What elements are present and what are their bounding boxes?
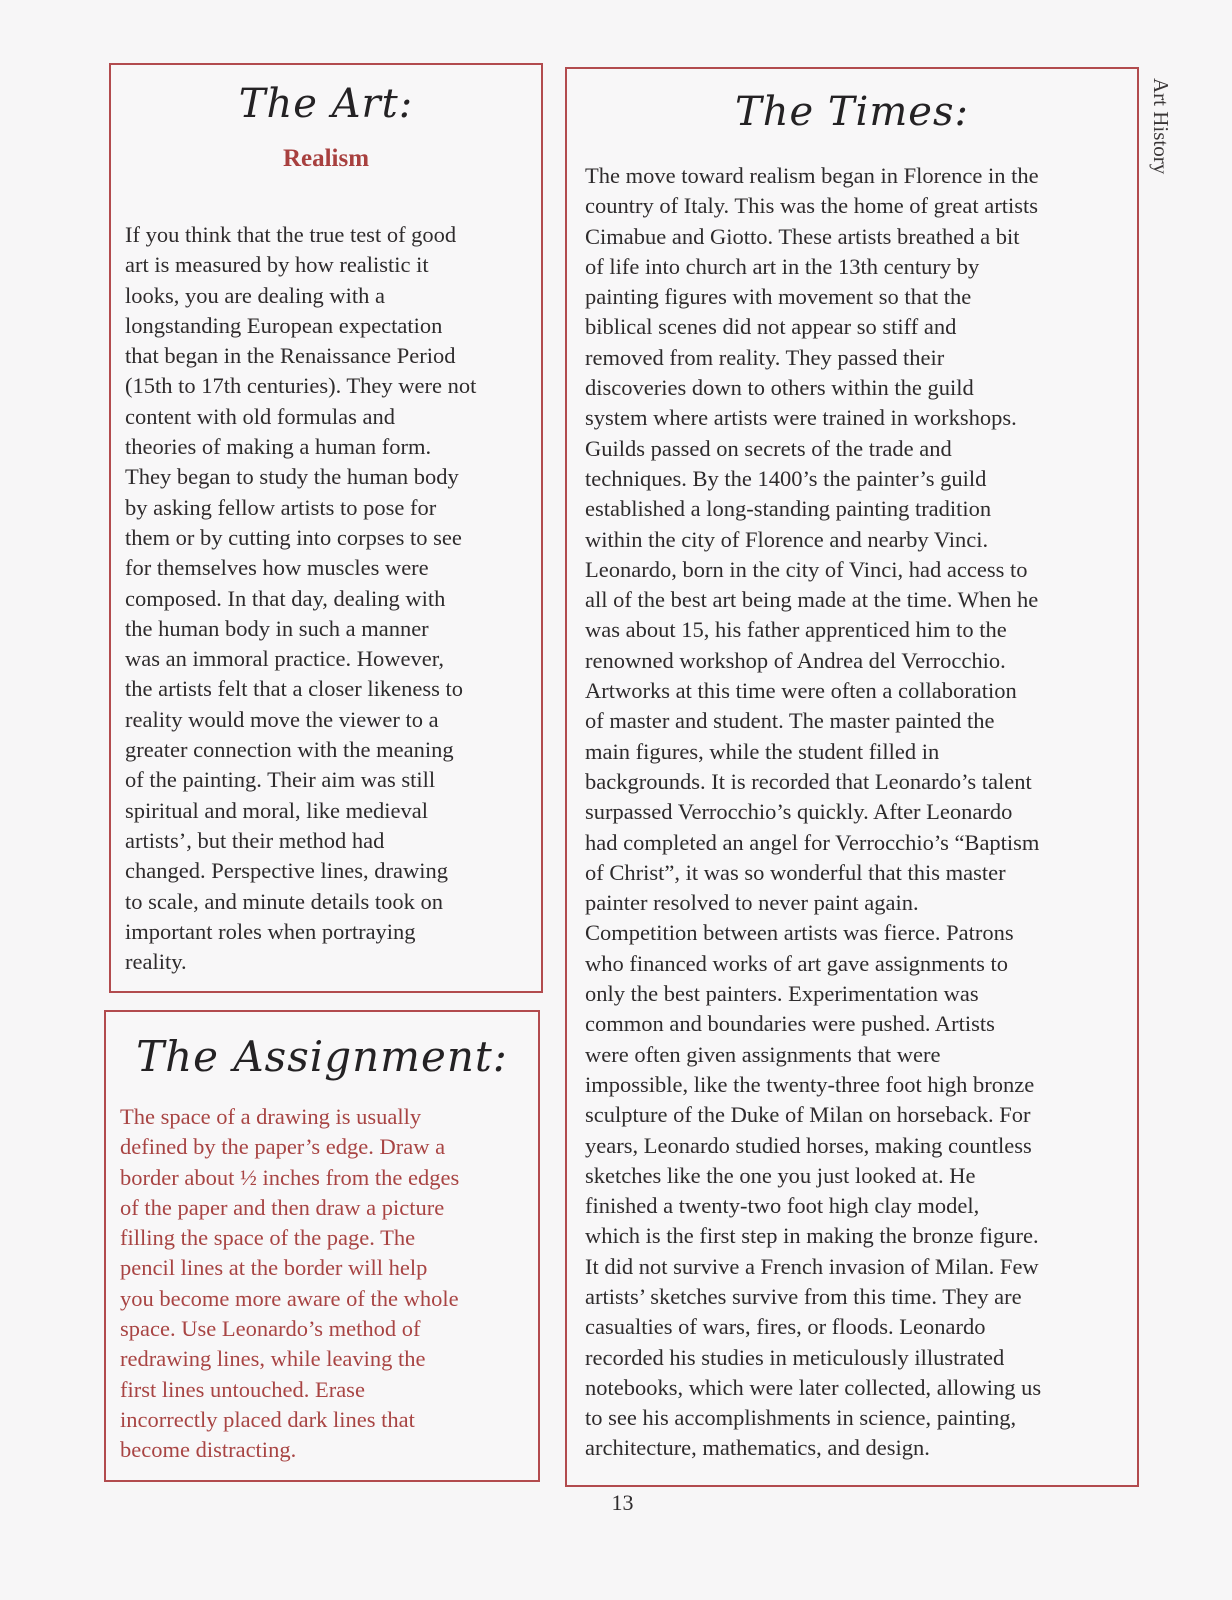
text-line: that began in the Renaissance Period [125,343,456,369]
text-line: of life into church art in the 13th century by [585,253,980,279]
text-line: architecture, mathematics, and design. [585,1435,930,1461]
text-line: incorrectly placed dark lines that [120,1406,415,1432]
text-line: notebooks, which were later collected, allowing us [585,1374,1042,1400]
text-line: was about 15, his father apprenticed him to the [585,617,1007,643]
text-line: space. Use Leonardo’s method of [120,1316,421,1342]
text-line: them or by cutting into corpses to see [125,524,462,550]
times-body [585,161,1137,1464]
text-line: of master and student. The master painted the [585,708,995,734]
text-line: redrawing lines, while leaving the [120,1346,426,1372]
the-assignment-box [104,1010,540,1482]
text-line: painter resolved to never paint again. [585,890,919,916]
text-line: Leonardo, born in the city of Vinci, had access to [585,556,1028,582]
times-title: The Times: [735,89,969,135]
text-line: changed. Perspective lines, drawing [125,858,449,884]
text-line: artists’, but their method had [125,827,385,853]
text-line: casualties of wars, fires, or floods. Leonardo [585,1314,986,1340]
text-line: (15th to 17th centuries). They were not [125,373,477,399]
text-line: finished a twenty-two foot high clay model, [585,1193,980,1219]
text-line: backgrounds. It is recorded that Leonardo’s talent [585,768,1032,794]
text-line: main figures, while the student filled in [585,738,940,764]
text-line: spiritual and moral, like medieval [125,797,429,823]
text-line: defined by the paper’s edge. Draw a [120,1134,446,1160]
text-line: composed. In that day, dealing with [125,585,446,611]
text-line: filling the space of the page. The [120,1225,416,1251]
text-line: discoveries down to others within the guild [585,375,974,401]
assignment-title: The Assignment: [136,1032,508,1081]
text-line: only the best painters. Experimentation was [585,981,979,1007]
text-line: Guilds passed on secrets of the trade and [585,435,952,461]
text-line: the human body in such a manner [125,615,429,641]
text-line: the artists felt that a closer likeness to [125,676,464,702]
text-line: longstanding European expectation [125,312,443,338]
text-line: content with old formulas and [125,403,395,429]
text-line: system where artists were trained in workshops. [585,405,1017,431]
text-line: all of the best art being made at the time. When he [585,587,1039,613]
text-line: biblical scenes did not appear so stiff and [585,314,957,340]
text-line: It did not survive a French invasion of Milan. Few [585,1253,1039,1279]
text-line: border about ½ inches from the edges [120,1164,460,1190]
text-line: common and boundaries were pushed. Artists [585,1011,995,1037]
section-side-label: Art History [1149,78,1173,175]
text-line: If you think that the true test of good [125,222,457,247]
text-line: had completed an angel for Verrocchio’s “Baptism [585,829,1040,855]
text-line: greater connection with the meaning [125,737,454,763]
text-line: you become more aware of the whole [120,1285,459,1311]
text-line: theories of making a human form. [125,434,432,460]
text-line: become distracting. [120,1437,297,1463]
assignment-body [120,1102,538,1466]
art-title: The Art: [238,81,414,127]
text-line: years, Leonardo studied horses, making countless [585,1132,1032,1158]
text-line: who financed works of art gave assignments to [585,950,1009,976]
text-line: removed from reality. They passed their [585,344,945,370]
the-times-box [565,67,1139,1487]
text-line: Competition between artists was fierce. Patrons [585,920,1014,946]
text-line: to scale, and minute details took on [125,888,444,914]
text-line: impossible, like the twenty-three foot high bronze [585,1071,1035,1097]
text-line: art is measured by how realistic it [125,252,429,278]
text-line: techniques. By the 1400’s the painter’s guild [585,465,987,491]
text-line: of the painting. Their aim was still [125,767,436,793]
text-line: important roles when portraying [125,918,416,944]
text-line: of the paper and then draw a picture [120,1194,445,1220]
text-line: by asking fellow artists to pose for [125,494,437,520]
text-line: first lines untouched. Erase [120,1376,365,1402]
the-art-box [109,63,543,993]
text-line: for themselves how muscles were [125,555,429,581]
text-line: sculpture of the Duke of Milan on horseback. For [585,1102,1031,1128]
text-line: country of Italy. This was the home of great artists [585,193,1039,219]
text-line: renowned workshop of Andrea del Verrocchio. [585,647,1006,673]
art-body [125,220,535,977]
text-line: which is the first step in making the bronze figure. [585,1223,1039,1249]
text-line: was an immoral practice. However, [125,646,444,672]
text-line: reality would move the viewer to a [125,706,439,732]
text-line: They began to study the human body [125,464,459,490]
text-line: established a long-standing painting tradition [585,496,992,522]
text-line: Cimabue and Giotto. These artists breathed a bit [585,223,1020,249]
text-line: of Christ”, it was so wonderful that this master [585,859,1006,885]
text-line: reality. [125,949,187,975]
text-line: The move toward realism began in Florence in the [585,163,1039,188]
text-line: within the city of Florence and nearby Vinci. [585,526,989,552]
art-subtitle: Realism [282,145,370,172]
text-line: pencil lines at the border will help [120,1255,428,1281]
text-line: were often given assignments that were [585,1041,941,1067]
text-line: sketches like the one you just looked at. He [585,1162,976,1188]
text-line: painting figures with movement so that the [585,284,972,310]
page-number: 13 [611,1490,634,1515]
text-line: The space of a drawing is usually [120,1104,422,1129]
text-line: recorded his studies in meticulously illustrated [585,1344,1005,1370]
text-line: artists’ sketches survive from this time. They are [585,1283,1022,1309]
text-line: surpassed Verrocchio’s quickly. After Leonardo [585,799,1013,825]
text-line: looks, you are dealing with a [125,282,385,308]
text-line: Artworks at this time were often a collaboration [585,678,1017,704]
text-line: to see his accomplishments in science, painting, [585,1405,1017,1431]
